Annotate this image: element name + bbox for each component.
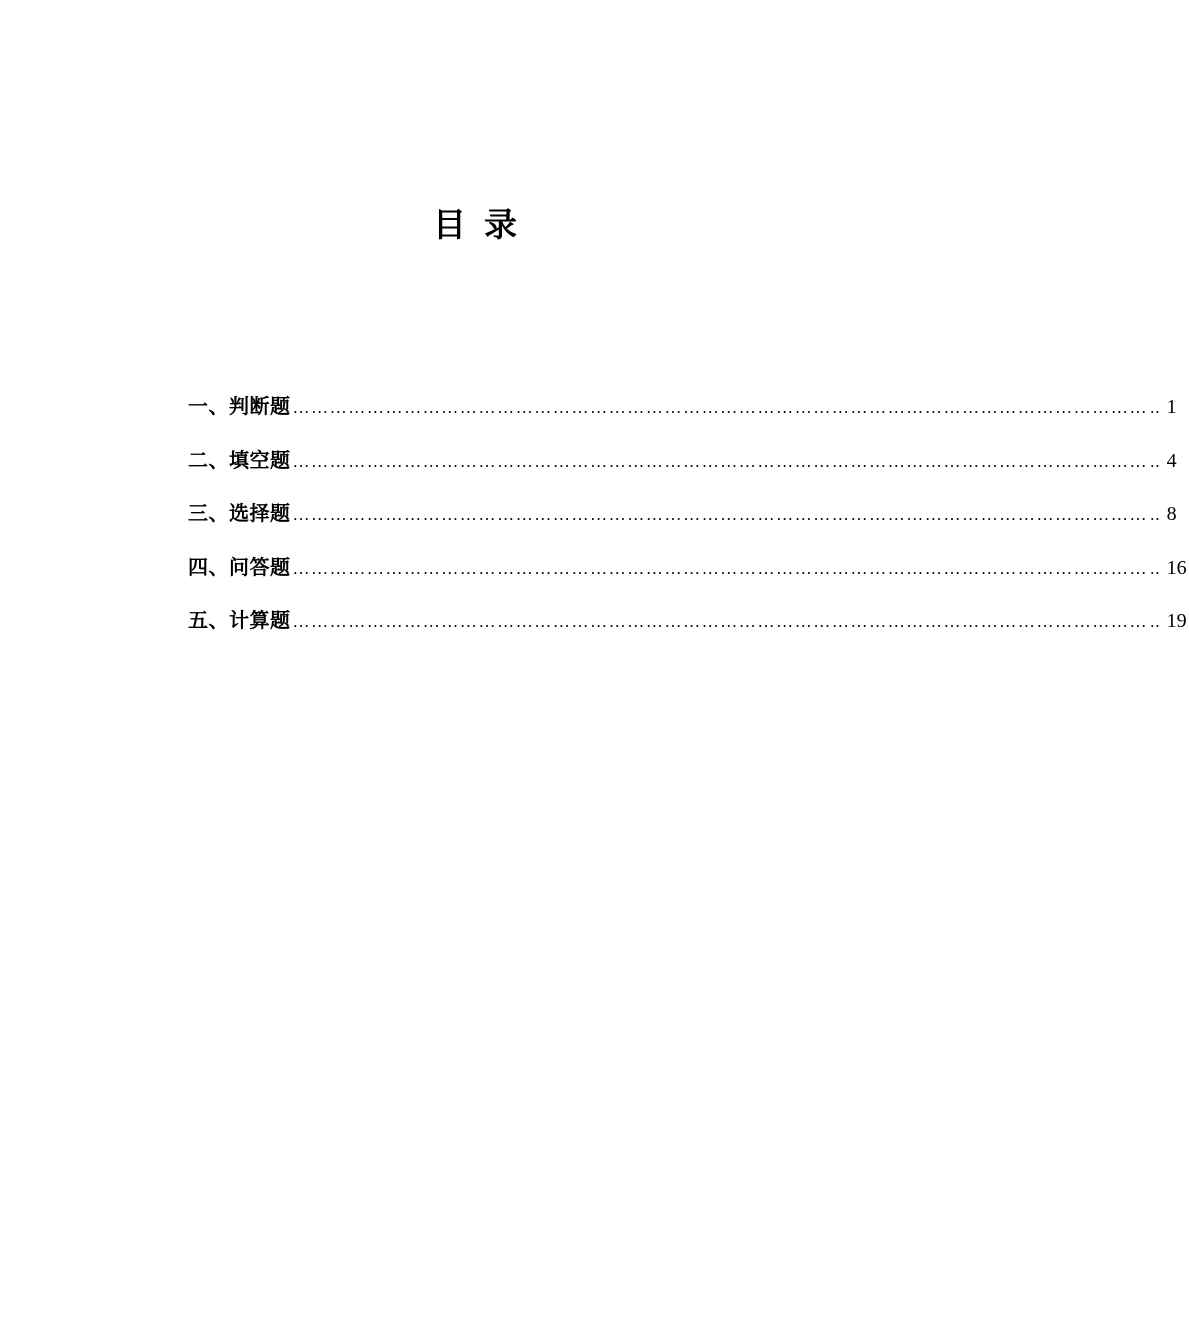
dot-leader: …………………………………………………………………………………………………………………………	[292, 451, 1149, 471]
toc-title: 目录	[433, 205, 535, 244]
dot-leader: …………………………………………………………………………………………………………………………	[292, 398, 1149, 417]
toc-entry[interactable]	[188, 440, 1177, 494]
toc-page-number: 16	[1166, 556, 1187, 579]
toc-entry[interactable]	[188, 547, 1187, 601]
toc-entry-label: 一、判断题	[188, 394, 291, 418]
dot-leader-end: ..	[1150, 558, 1161, 578]
dot-leader-end: ..	[1150, 398, 1161, 417]
toc-entry-label: 五、计算题	[188, 608, 291, 632]
toc-list	[188, 386, 1187, 654]
toc-page-number: 19	[1166, 610, 1187, 632]
toc-page-number: 8	[1166, 503, 1177, 525]
dot-leader: …………………………………………………………………………………………………………………………	[292, 612, 1149, 631]
toc-entry-label: 四、问答题	[188, 554, 291, 579]
toc-entry-label: 三、选择题	[188, 501, 291, 525]
dot-leader: …………………………………………………………………………………………………………………………	[292, 505, 1149, 524]
toc-entry[interactable]	[188, 386, 1177, 440]
toc-entry-label: 二、填空题	[188, 447, 291, 472]
dot-leader-end: ..	[1150, 505, 1161, 524]
toc-page-number: 4	[1166, 449, 1177, 472]
dot-leader-end: ..	[1150, 451, 1161, 471]
dot-leader-end: ..	[1150, 612, 1161, 631]
toc-entry[interactable]	[188, 493, 1177, 547]
dot-leader: …………………………………………………………………………………………………………………………	[292, 558, 1149, 578]
toc-entry[interactable]	[188, 600, 1187, 654]
toc-page-number: 1	[1166, 396, 1177, 418]
